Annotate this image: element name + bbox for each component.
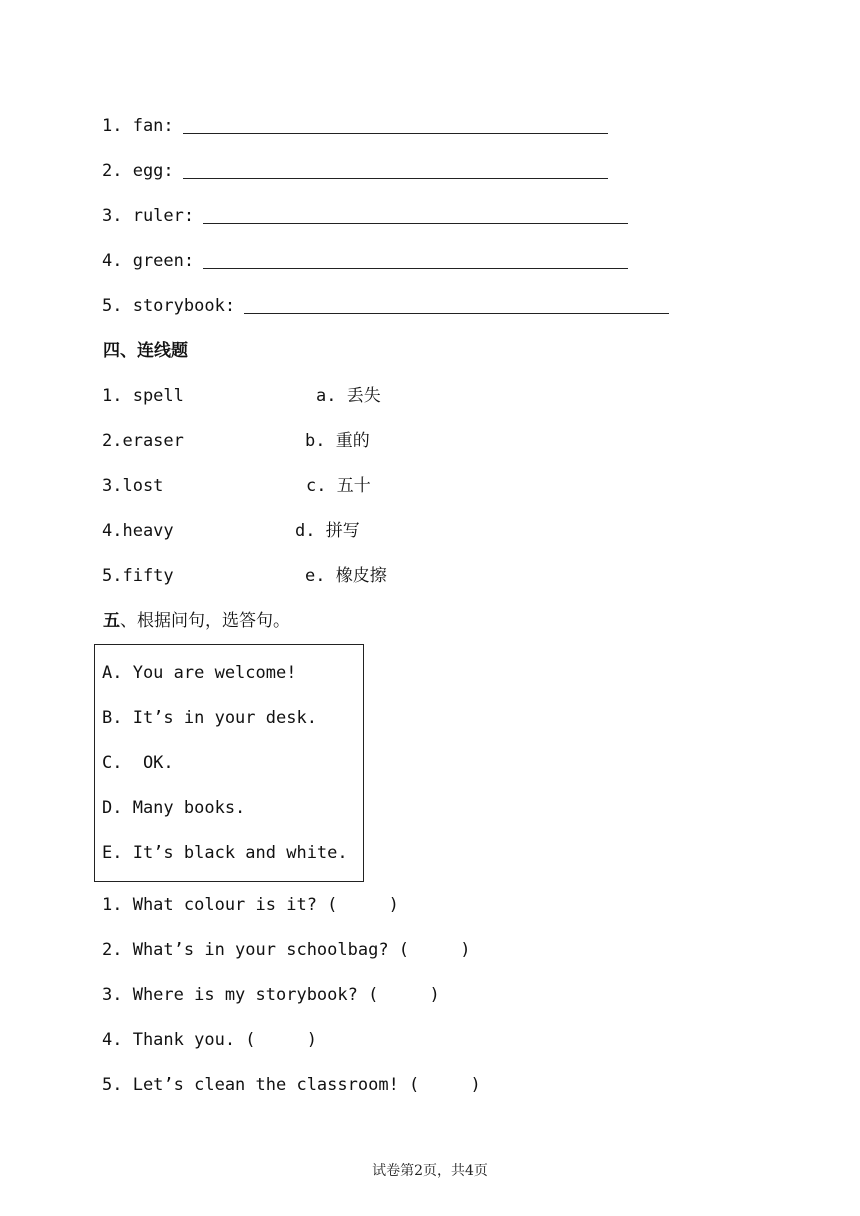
- question-item: 1. What colour is it? ( ): [102, 895, 399, 915]
- section5-number: 五: [103, 611, 120, 631]
- match-right-item: a. 丢失: [316, 386, 381, 406]
- match-left-item: 1. spell: [102, 386, 184, 406]
- match-right-item: e. 橡皮擦: [305, 566, 387, 586]
- section5-title: 、根据问句，选答句。: [120, 611, 290, 631]
- answer-line-green[interactable]: [203, 268, 628, 269]
- answer-line-fan[interactable]: [183, 133, 608, 134]
- question-item: 4. Thank you. ( ): [102, 1030, 317, 1050]
- option-a: A. You are welcome!: [102, 663, 297, 683]
- match-left-item: 5.fifty: [102, 566, 174, 586]
- match-left-item: 4.heavy: [102, 521, 174, 541]
- option-b: B. It’s in your desk.: [102, 708, 317, 728]
- answer-line-egg[interactable]: [183, 178, 608, 179]
- item-egg-label: 2. egg:: [102, 161, 174, 181]
- section4-heading: 四、连线题: [103, 341, 188, 361]
- question-item: 2. What’s in your schoolbag? ( ): [102, 940, 471, 960]
- match-right-item: d. 拼写: [295, 521, 360, 541]
- section5-heading: [103, 610, 290, 632]
- match-right-item: c. 五十: [306, 476, 371, 496]
- match-right-item: b. 重的: [305, 431, 370, 451]
- item-storybook-label: 5. storybook:: [102, 296, 236, 316]
- question-item: 3. Where is my storybook? ( ): [102, 985, 440, 1005]
- item-ruler-label: 3. ruler:: [102, 206, 195, 226]
- option-c: C. OK.: [102, 753, 174, 773]
- match-left-item: 2.eraser: [102, 431, 184, 451]
- item-fan-label: 1. fan:: [102, 116, 174, 136]
- option-e: E. It’s black and white.: [102, 843, 348, 863]
- option-d: D. Many books.: [102, 798, 246, 818]
- answer-line-storybook[interactable]: [244, 313, 669, 314]
- page-footer: 试卷第2页，共4页: [372, 1163, 488, 1179]
- answer-line-ruler[interactable]: [203, 223, 628, 224]
- item-green-label: 4. green:: [102, 251, 195, 271]
- match-left-item: 3.lost: [102, 476, 164, 496]
- question-item: 5. Let’s clean the classroom! ( ): [102, 1075, 481, 1095]
